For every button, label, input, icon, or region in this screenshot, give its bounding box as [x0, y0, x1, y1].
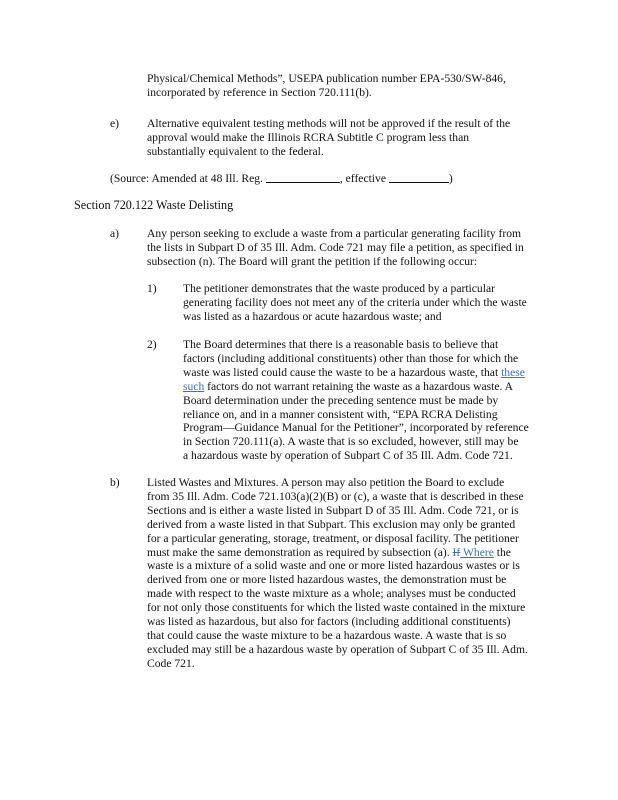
text-line: reliance on, and in a manner consistent with, “EPA RCRA Delisting: [183, 407, 498, 421]
text-line: Code 721.: [147, 656, 195, 670]
text-line: Physical/Chemical Methods”, USEPA publication number EPA-530/SW-846,: [147, 72, 506, 85]
text-line: [183, 366, 529, 380]
item-1: [183, 282, 527, 324]
text-line: a hazardous waste by operation of Subpart C of 35 Ill. Adm. Code 721.: [183, 449, 513, 463]
paragraph-b: [147, 476, 528, 671]
text-line: [183, 380, 529, 394]
text-line: approval would make the Illinois RCRA Subtitle C program less than: [147, 130, 470, 144]
text-line: incorporated by reference in Section 720.111(b).: [147, 85, 372, 99]
text-line: derived from a waste listed in that Subpart. This exclusion may only be granted: [147, 517, 516, 531]
text-line: factors (including additional constituents) other than those for which the: [183, 351, 519, 365]
paragraph-label-a: a): [110, 227, 120, 240]
text-line: from 35 Ill. Adm. Code 721.103(a)(2)(B) or (c), a waste that is described in these: [147, 489, 524, 503]
paragraph-label-e: e): [110, 117, 120, 130]
source-note-line: [110, 171, 453, 186]
item-label-2: 2): [147, 338, 157, 351]
text-line: Sections and is either a waste listed in Subpart D of 35 Ill. Adm. Code 721, or is: [147, 503, 519, 517]
text-line: that could cause the waste mixture to be a hazardous waste. A waste that is so: [147, 628, 507, 642]
blank-register-page: [266, 171, 340, 183]
text-line: Board determination under the preceding sentence must be made by: [183, 393, 499, 407]
section-heading: Section 720.122 Waste Delisting: [74, 198, 234, 212]
paragraph-label-b: b): [110, 476, 120, 489]
text-line: was listed as a hazardous or acute hazardous waste; and: [183, 309, 442, 323]
source-note-prefix: (Source: Amended at 48 Ill. Reg.: [110, 172, 266, 185]
text-line: excluded may still be a hazardous waste by operation of Subpart C of 35 Ill. Adm.: [147, 642, 528, 656]
text-segment: factors do not warrant retaining the waste as a hazardous waste. A: [204, 379, 513, 393]
deleted-text: If: [452, 545, 461, 559]
text-line: The petitioner demonstrates that the waste produced by a particular: [183, 282, 495, 295]
source-note-middle: , effective: [339, 172, 389, 185]
text-segment: must make the same demonstration as required by subsection (a).: [147, 545, 453, 559]
item-label-1: 1): [147, 282, 157, 295]
text-line: made with respect to the waste mixture as a whole; analyses must be conducted: [147, 587, 516, 601]
text-line: derived from one or more listed hazardous wastes, the demonstration must be: [147, 573, 507, 587]
inserted-text: Where: [460, 545, 494, 559]
paragraph-e: [147, 117, 510, 159]
text-line: subsection (n). The Board will grant the petition if the following occur:: [147, 254, 478, 268]
text-line: Any person seeking to exclude a waste from a particular generating facility from: [147, 227, 522, 240]
text-segment: waste was listed could cause the waste to be a hazardous waste, that: [183, 365, 502, 379]
text-line: The Board determines that there is a reasonable basis to believe that: [183, 338, 499, 351]
text-line: Listed Wastes and Mixtures. A person may also petition the Board to exclude: [147, 476, 505, 489]
text-line: Program—Guidance Manual for the Petitioner”, incorporated by reference: [183, 421, 529, 435]
text-line: substantially equivalent to the federal.: [147, 144, 324, 158]
text-line: generating facility does not meet any of the criteria under which the waste: [183, 295, 527, 309]
text-line: was listed as hazardous, but also for factors (including additional constituents): [147, 615, 511, 629]
source-note-suffix: ): [448, 172, 453, 185]
text-line: for not only those constituents for which the listed waste contained in the mixture: [147, 601, 526, 615]
paragraph-a: [147, 227, 524, 269]
inserted-text: these: [501, 365, 525, 379]
item-2: [183, 338, 529, 463]
text-line: waste is a mixture of a solid waste and one or more listed hazardous wastes or is: [147, 559, 520, 573]
top-continuation-text: [147, 72, 506, 100]
blank-effective-date: [389, 171, 449, 183]
source-note: [110, 171, 453, 186]
inserted-text: such: [183, 379, 205, 393]
text-line: [147, 546, 528, 560]
text-line: Alternative equivalent testing methods will not be approved if the result of the: [147, 117, 511, 130]
text-line: the lists in Subpart D of 35 Ill. Adm. Code 721 may file a petition, as specified in: [147, 240, 524, 254]
text-segment: the: [493, 545, 511, 559]
text-line: for a particular generating, storage, treatment, or disposal facility. The petitioner: [147, 531, 519, 545]
text-line: in Section 720.111(a). A waste that is so excluded, however, still may be: [183, 435, 519, 449]
